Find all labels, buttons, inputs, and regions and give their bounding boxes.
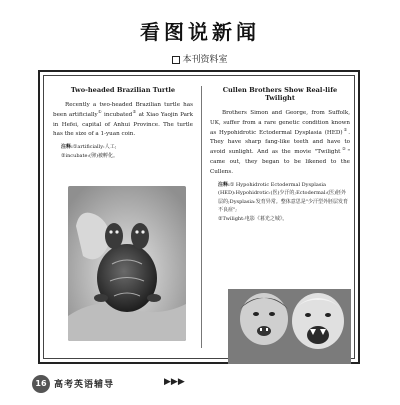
left-body-part2: incubated bbox=[101, 111, 133, 118]
triangle-arrows-icon: ▶▶▶ bbox=[164, 377, 185, 387]
article-inner-frame bbox=[43, 75, 355, 359]
left-article bbox=[53, 86, 193, 160]
left-body-part1: Recently a two-headed Brazilian turtle has been artificially bbox=[53, 102, 193, 118]
right-body-part3: " came out, they began to be likened to the Cullens. bbox=[210, 149, 350, 175]
right-article-title: Cullen Brothers Show Real-life Twilight bbox=[222, 86, 338, 102]
right-body-part1: Brothers Simon and George, from Suffolk, UK, suffer from a rare genetic condition known as Hypohidrotic Ectodermal Dysplasia (HED) bbox=[210, 110, 350, 136]
article-frame bbox=[38, 70, 360, 364]
left-notes-label: 注释: bbox=[61, 144, 73, 151]
right-notes bbox=[210, 181, 350, 224]
right-article-body bbox=[210, 109, 350, 178]
page-number: 16 bbox=[32, 375, 50, 393]
left-note-1: ①artificially:人工; bbox=[72, 144, 117, 151]
right-notes-label: 注释: bbox=[218, 181, 230, 188]
right-article bbox=[210, 86, 350, 223]
left-body-sup1: ① bbox=[97, 108, 102, 114]
square-icon bbox=[172, 56, 180, 64]
left-notes bbox=[53, 143, 193, 160]
page-title: 看图说新闻 bbox=[140, 20, 260, 44]
right-note-2: ②Twilight:电影《暮光之城》。 bbox=[218, 215, 288, 222]
left-body-part3: at Xiao Yaojin Park in Hefei, capital of Anhui Province. The turtle has the size of a 1-yuan coin. bbox=[53, 111, 193, 138]
right-body-part2: . They have sharp fang-like teeth and have to avoid sunlight. And as the movie "Twilight bbox=[210, 129, 350, 156]
left-article-body bbox=[53, 101, 193, 140]
column-label bbox=[0, 52, 400, 65]
right-body-sup1: ① bbox=[342, 126, 349, 132]
boys-photo bbox=[228, 289, 351, 364]
right-body-sup2: ② bbox=[340, 146, 348, 152]
footer bbox=[32, 374, 192, 394]
turtle-photo bbox=[68, 186, 186, 341]
turtle-photo-image bbox=[68, 186, 186, 341]
column-label-text: 本刊资料室 bbox=[182, 55, 228, 65]
column-divider bbox=[201, 86, 202, 348]
left-body-sup2: ② bbox=[132, 108, 137, 114]
boys-photo-image bbox=[228, 289, 351, 364]
publication-name: 高考英语辅导 bbox=[54, 380, 115, 390]
left-note-2: ②incubate:(卵)被孵化。 bbox=[61, 152, 119, 159]
right-note-1: ① Hypohidrotic Ectodermal Dysplasia (HED):Hypohidrotic:(医)少汗的;Ectodermal:(医)胚外层的;Dysplasia:发育异常。整体意思是"少汗型外胚层发育不良症"; bbox=[218, 181, 348, 214]
left-article-title: Two-headed Brazilian Turtle bbox=[70, 86, 176, 94]
